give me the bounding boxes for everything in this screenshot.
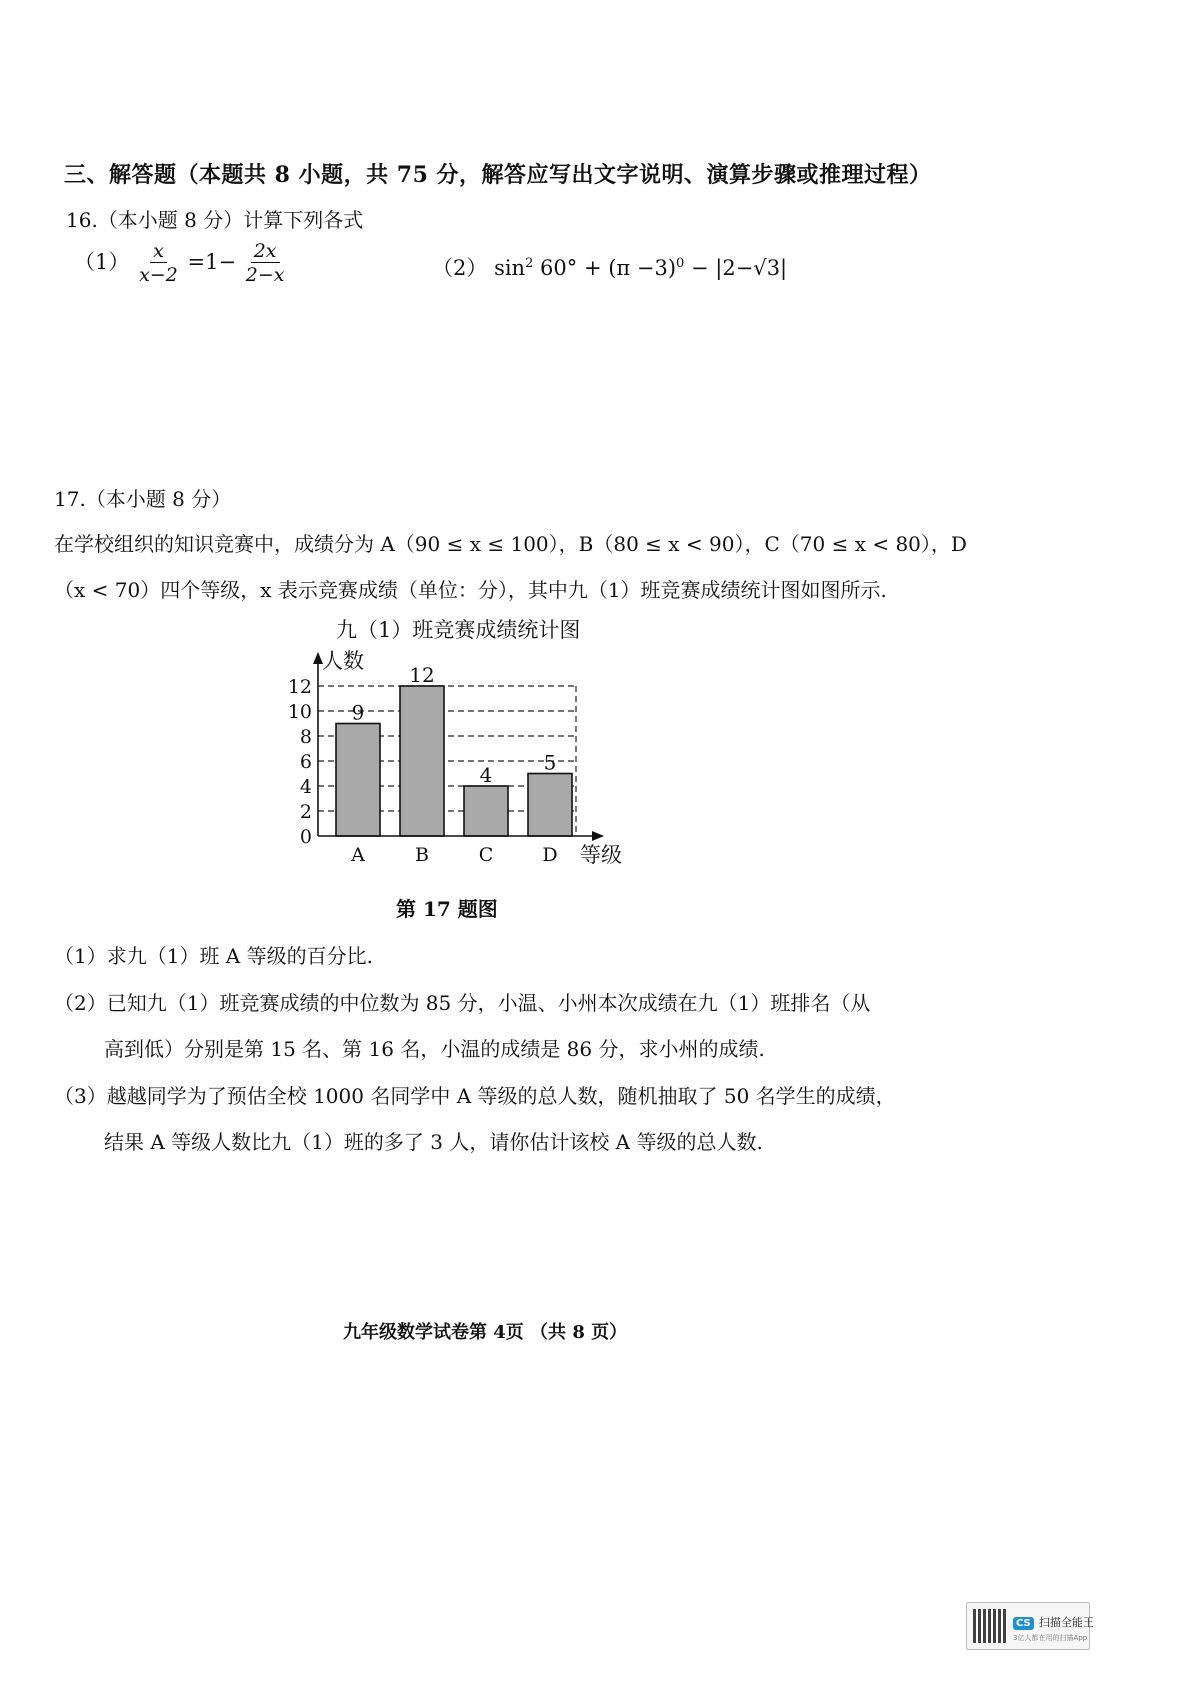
q16-part1-lhs-denominator: x−2 [139, 264, 178, 286]
bar-B [400, 686, 444, 836]
bar-A [336, 724, 380, 837]
y-axis-title: 人数 [322, 649, 364, 673]
q16-part2-abs: − |2−√3| [684, 256, 788, 280]
q17-text-line1: 在学校组织的知识竞赛中，成绩分为 A（90 ≤ x ≤ 100），B（80 ≤ x < 90），C（70 ≤ x < 80），D [54, 532, 967, 556]
x-tick-label: A [351, 844, 365, 866]
figure-caption: 第 17 题图 [396, 897, 498, 921]
cs-logo-icon: CS [1013, 1617, 1034, 1630]
x-tick-label: D [542, 844, 558, 866]
bar-chart [270, 640, 670, 885]
q16-part1-middle: =1− [187, 250, 237, 274]
scanner-tagline: 3亿人都在用的扫描App [1013, 1634, 1088, 1642]
bar-value-label: 4 [479, 763, 493, 787]
q17-sub2-line1: （2）已知九（1）班竞赛成绩的中位数为 85 分，小温、小州本次成绩在九（1）班排名（从 [54, 991, 871, 1015]
x-tick-label: C [478, 844, 494, 866]
q17-sub2-line2: 高到低）分别是第 15 名、第 16 名，小温的成绩是 86 分，求小州的成绩. [104, 1037, 765, 1061]
bar-D [528, 774, 572, 837]
q17-sub1: （1）求九（1）班 A 等级的百分比. [54, 944, 373, 968]
q16-part2-label: （2） [432, 256, 488, 280]
y-tick-label: 10 [287, 701, 312, 723]
qr-code-icon [973, 1609, 1007, 1643]
bar-value-label: 9 [351, 700, 365, 725]
y-tick-label: 6 [299, 751, 312, 773]
y-tick-label: 2 [299, 801, 312, 823]
q16-part2-sin: sin [494, 256, 526, 280]
q16-part1-rhs-fraction [243, 240, 288, 287]
y-tick-label: 12 [287, 676, 312, 698]
y-tick-label: 0 [299, 826, 312, 848]
q16-part2-sin-power: 2 [525, 256, 534, 271]
q16-part1-rhs-denominator: 2−x [245, 264, 285, 286]
q17-text-line2: （x < 70）四个等级，x 表示竞赛成绩（单位：分），其中九（1）班竞赛成绩统计图如图所示. [54, 578, 887, 602]
bar-value-label: 5 [543, 750, 557, 775]
q16-part1 [74, 240, 287, 287]
q17-heading: 17.（本小题 8 分） [54, 487, 232, 511]
page-footer: 九年级数学试卷第 4页 （共 8 页） [343, 1322, 628, 1343]
q16-heading: 16.（本小题 8 分）计算下列各式 [66, 208, 364, 232]
section-title: 三、解答题（本题共 8 小题，共 75 分，解答应写出文字说明、演算步骤或推理过程） [64, 162, 932, 188]
q17-sub3-line1: （3）越越同学为了预估全校 1000 名同学中 A 等级的总人数，随机抽取了 50 名学生的成绩， [54, 1084, 896, 1108]
bar-C [464, 786, 508, 836]
y-tick-label: 4 [299, 776, 312, 798]
y-tick-label: 8 [299, 726, 312, 748]
chart-title: 九（1）班竞赛成绩统计图 [336, 618, 581, 642]
q16-part2 [432, 252, 787, 282]
q16-part2-term: 60° + (π −3) [533, 256, 677, 280]
q16-part1-lhs-fraction [136, 240, 181, 287]
q16-part1-rhs-numerator: 2x [251, 240, 280, 263]
x-tick-label: B [415, 844, 429, 866]
q16-part1-lhs-numerator: x [150, 240, 167, 263]
q17-sub3-line2: 结果 A 等级人数比九（1）班的多了 3 人，请你估计该校 A 等级的总人数. [104, 1130, 763, 1154]
x-axis-title: 等级 [580, 843, 622, 867]
scanner-app-name: 扫描全能王 [1038, 1616, 1094, 1629]
scanner-watermark [966, 1602, 1094, 1650]
q16-part1-label: （1） [74, 250, 130, 274]
q16-part2-zero-power: 0 [676, 256, 685, 271]
bar-value-label: 12 [409, 663, 435, 687]
x-axis-arrow [592, 831, 604, 841]
